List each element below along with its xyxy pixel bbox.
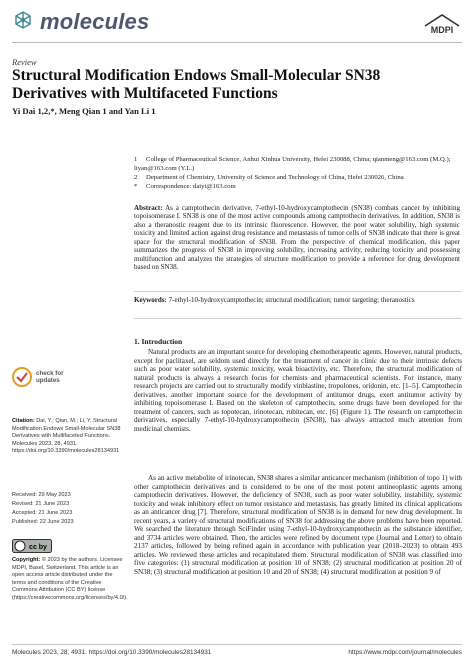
citation — [12, 418, 124, 456]
abstract-rule — [134, 291, 462, 292]
check-for-updates-icon[interactable] — [12, 366, 32, 390]
copyright — [12, 557, 128, 603]
abstract-label: Abstract: — [134, 204, 163, 212]
keywords-rule — [134, 318, 462, 319]
intro-paragraph-2: As an active metabolite of irinotecan, SN38 shares a similar anticancer mechanism (inhibition of topo 1) with other camptothecin derivatives and is considered to be one of the most potent antineoplastic agents among camptothecin derivatives. However, the deficiency of SN38, such as poor water solubility, instability, systemic toxicity and weak inhibitory effect on tumor resistance and metastasis, has greatly limited its clinical applications as an anticancer drug [7]. Therefore, structural modification of SN38 is in demand for new drug development. In recent years, a variety of structural modifications of SN38 for addressing the above problems have been reported. We searched the literature through SciFinder using 7-ethyl-10-hydroxycamptothecin as the substance identifier, and 3734 articles were obtained. Then, the articles were refined by document type (Journal and Letter) to obtain 2137 articles, followed by being refined again in accordance with publication year (2018–2023) to obtain 493 articles. We reviewed these articles and recapitulated them. Structural modification of SN38 was classified into five categories: (1) structural modification at position 10 of SN38; (2) structural modification at position 20 of SN38; (3) structural modification at position 10 and 20 of SN38; (4) structural modification at position 9 of — [134, 474, 462, 576]
header-rule — [12, 42, 462, 43]
footer-citation[interactable]: Molecules 2023, 28, 4931. https://doi.org/10.3390/molecules28134931 — [12, 649, 212, 656]
check-for-updates-label[interactable]: check for updates — [36, 370, 64, 384]
article-type: Review — [12, 57, 37, 67]
published-date: Published: 22 June 2023 — [12, 519, 74, 525]
section-title: 1. Introduction — [134, 337, 183, 346]
affiliation-2: 2 Department of Chemistry, University of Science and Technology of China, Hefei 230026, China — [134, 174, 404, 181]
affiliation-1: 1 College of Pharmaceutical Science, Anhui Xinhua University, Hefei 230088, China; qianmeng@163.com (M.Q.); liyan@163.com (Y.L.) — [134, 156, 451, 172]
footer — [12, 649, 462, 656]
abstract-text: As a camptothecin derivative, 7-ethyl-10-hydroxycamptothecin (SN38) combats cancer by inhibiting topoisomerase I. SN38 is one of the most active compounds among camptothecin derivatives. In addition, SN38 is also a theranostic reagent due to its intrinsic fluorescence. However, the poor water solubility, high systemic toxicity and limited action against drug resistance and metastasis of tumor cells of SN38 indicate that there is great space for the structural modification of SN38. From the perspective of chemical modification, this paper summarizes the progress of SN38 in improving solubility, increasing activity, reducing toxicity and possessing multifunction and analyzes the strategies of structure modification to provide a reference for drug development based on SN38. — [134, 204, 460, 272]
footer-rule — [12, 644, 462, 645]
copyright-label: Copyright: — [12, 557, 41, 563]
abstract — [134, 204, 460, 272]
revised-date: Revised: 21 June 2023 — [12, 501, 70, 507]
footer-journal-url[interactable]: https://www.mdpi.com/journal/molecules — [348, 649, 462, 656]
citation-label: Citation: — [12, 418, 35, 424]
article-title: Structural Modification Endows Small-Molecular SN38 Derivatives with Multifaceted Functions — [12, 67, 381, 102]
mdpi-logo-icon[interactable] — [422, 12, 462, 36]
molecules-logo-icon — [12, 10, 34, 32]
citation-text: Dai, Y.; Qian, M.; Li, Y. Structural Modification Endows Small-Molecular SN38 Derivatives with Multifaceted Functions. Molecules 2023, 28, 4931. https://doi.org/10.3390/molecules28134931 — [12, 418, 121, 455]
cc-by-license-icon[interactable] — [12, 539, 52, 553]
accepted-date: Accepted: 21 June 2023 — [12, 510, 73, 516]
keywords-label: Keywords: — [134, 296, 167, 304]
copyright-text: © 2023 by the authors. Licensee MDPI, Basel, Switzerland. This article is an open access article distributed under the terms and conditions of the Creative Commons Attribution (CC BY) license (https://creativecommons.org/licenses/by/4.0/). — [12, 557, 128, 601]
keywords-text: 7-ethyl-10-hydroxycamptothecin; structural modification; tumor targeting; theranostics — [168, 296, 415, 304]
received-date: Received: 29 May 2023 — [12, 492, 71, 498]
correspondence: * Correspondence: daiyi@163.com — [134, 183, 236, 190]
author-list: Yi Dai 1,2,*, Meng Qian 1 and Yan Li 1 — [12, 106, 156, 116]
mdpi-label: MDPI — [430, 25, 454, 35]
cc-badge-label: cc by — [29, 544, 47, 551]
intro-paragraph-1: Natural products are an important source for developing chemotherapeutic agents. However, natural products, except for paclitaxel, are seldom used directly for the treatment of cancer in clinic due to their intrinsic defects such as poor water solubility, systemic toxicity, weak bioactivity, etc. Therefore, the structural modification of natural products is always a research focus for chemists and pharmaceutical scientists. For instance, many research projects are carried out to structurally modify vinblastine, tropolones, oridonin, etc. [1–5]. Camptothecin derivatives, another important source for the development of antitumor drugs, exert antitumor activity by inhibiting topoisomerase I. Based on the skeleton of camptothecin, some drugs have been developed for the treatment of cancers, such as topotecan, irinotecan, rubitecan, etc. [6] (Figure 1). The research on camptothecin derivatives, especially 7-ethyl-10-hydroxycamptothecin (SN38), has always attracted much attention from medicinal chemists. — [134, 348, 462, 433]
keywords — [134, 296, 460, 304]
journal-name[interactable]: molecules — [40, 9, 150, 34]
